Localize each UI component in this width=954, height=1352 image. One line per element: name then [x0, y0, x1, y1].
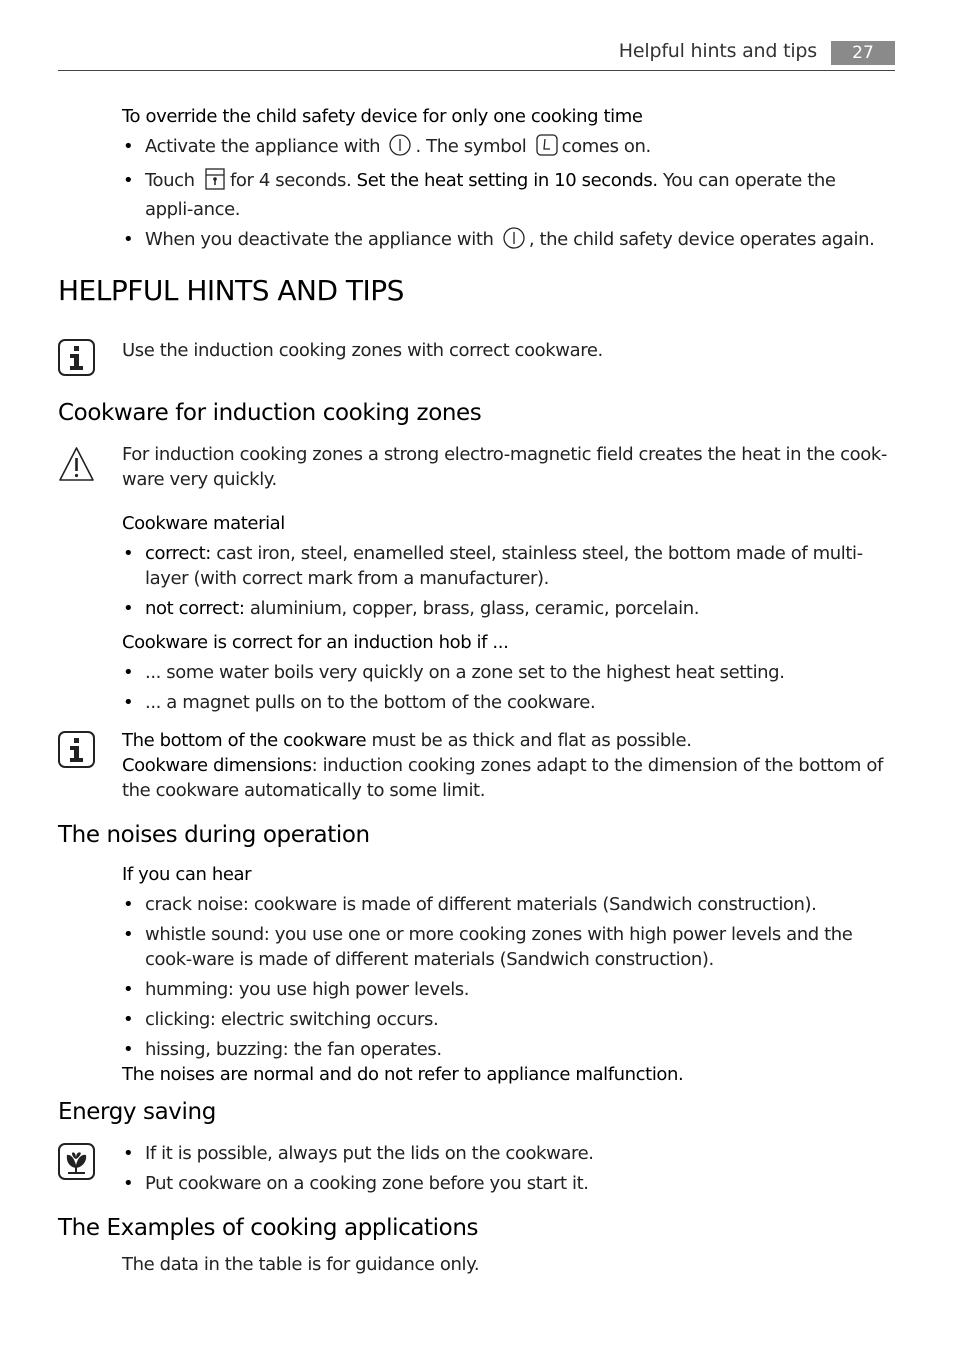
- info-icon: [58, 731, 95, 768]
- cookware-heading: Cookware for induction cooking zones: [58, 400, 482, 426]
- material-correct: • correct: cast iron, steel, enamelled steel, stainless steel, the bottom made of multi-layer (with correct mark from a manufacturer).: [122, 541, 887, 591]
- list-item: • hissing, buzzing: the fan operates.: [122, 1037, 887, 1062]
- running-header: Helpful hints and tips: [618, 40, 817, 62]
- list-item: • Put cookware on a cooking zone before you start it.: [122, 1171, 887, 1196]
- override-step-3: • When you deactivate the appliance with , the child safety device operates again.: [122, 227, 887, 256]
- cookware-material-section: [122, 511, 887, 626]
- list-item: • ... some water boils very quickly on a zone set to the highest heat setting.: [122, 660, 887, 685]
- info-icon: [58, 339, 95, 376]
- cookware-check-label: Cookware is correct for an induction hob if ...: [122, 632, 509, 653]
- list-item: • clicking: electric switching occurs.: [122, 1007, 887, 1032]
- cookware-material-list: [122, 541, 887, 621]
- cookware-material-label: Cookware material: [122, 513, 285, 534]
- list-item: • ... a magnet pulls on to the bottom of the cookware.: [122, 690, 887, 715]
- on-off-symbol-icon: [503, 227, 525, 256]
- examples-heading: The Examples of cooking applications: [58, 1215, 479, 1241]
- list-item: • humming: you use high power levels.: [122, 977, 887, 1002]
- override-step-1: • Activate the appliance with . The symbol comes on.: [122, 134, 887, 163]
- page-number: 27: [831, 41, 895, 65]
- energy-heading: Energy saving: [58, 1099, 216, 1125]
- override-section: [122, 104, 887, 261]
- cookware-check-section: [122, 630, 887, 720]
- list-item: • crack noise: cookware is made of different materials (Sandwich construction).: [122, 892, 887, 917]
- override-intro: To override the child safety device for only one cooking time: [122, 106, 643, 127]
- noises-heading: The noises during operation: [58, 822, 370, 848]
- header-rule: [58, 70, 895, 71]
- override-steps: [122, 134, 887, 256]
- cookware-check-list: [122, 660, 887, 715]
- info-note-dimensions: The bottom of the cookware must be as thick and flat as possible. Cookware dimensions: induction cooking zones adapt to the dimension of the bottom of the cookware automatically to some limit.: [122, 730, 883, 801]
- induction-warning: For induction cooking zones a strong electro-magnetic field creates the heat in the cook-ware very quickly.: [122, 444, 887, 490]
- key-symbol-icon: [204, 168, 226, 197]
- list-item: • whistle sound: you use one or more cooking zones with high power levels and the cook-ware is made of different materials (Sandwich construction).: [122, 922, 887, 972]
- warning-triangle-icon: [58, 446, 95, 483]
- on-off-symbol-icon: [389, 134, 411, 163]
- material-not-correct: • not correct: aluminium, copper, brass, glass, ceramic, porcelain.: [122, 596, 887, 621]
- environment-leaf-icon: [58, 1143, 95, 1180]
- lock-symbol-icon: [536, 134, 558, 163]
- examples-note: The data in the table is for guidance only.: [122, 1254, 480, 1275]
- noises-conclusion: The noises are normal and do not refer to appliance malfunction.: [122, 1064, 684, 1085]
- override-step-2: • Touch for 4 seconds. Set the heat setting in 10 seconds. You can operate the appli-ance.: [122, 168, 887, 222]
- list-item: • If it is possible, always put the lids on the cookware.: [122, 1141, 887, 1166]
- energy-section: [122, 1141, 887, 1201]
- noises-list: [122, 892, 887, 1062]
- section-title: HELPFUL HINTS AND TIPS: [58, 274, 404, 307]
- energy-list: [122, 1141, 887, 1196]
- noises-intro: If you can hear: [122, 864, 252, 885]
- info-note-cookware: Use the induction cooking zones with correct cookware.: [122, 340, 603, 361]
- noises-section: [122, 862, 887, 1087]
